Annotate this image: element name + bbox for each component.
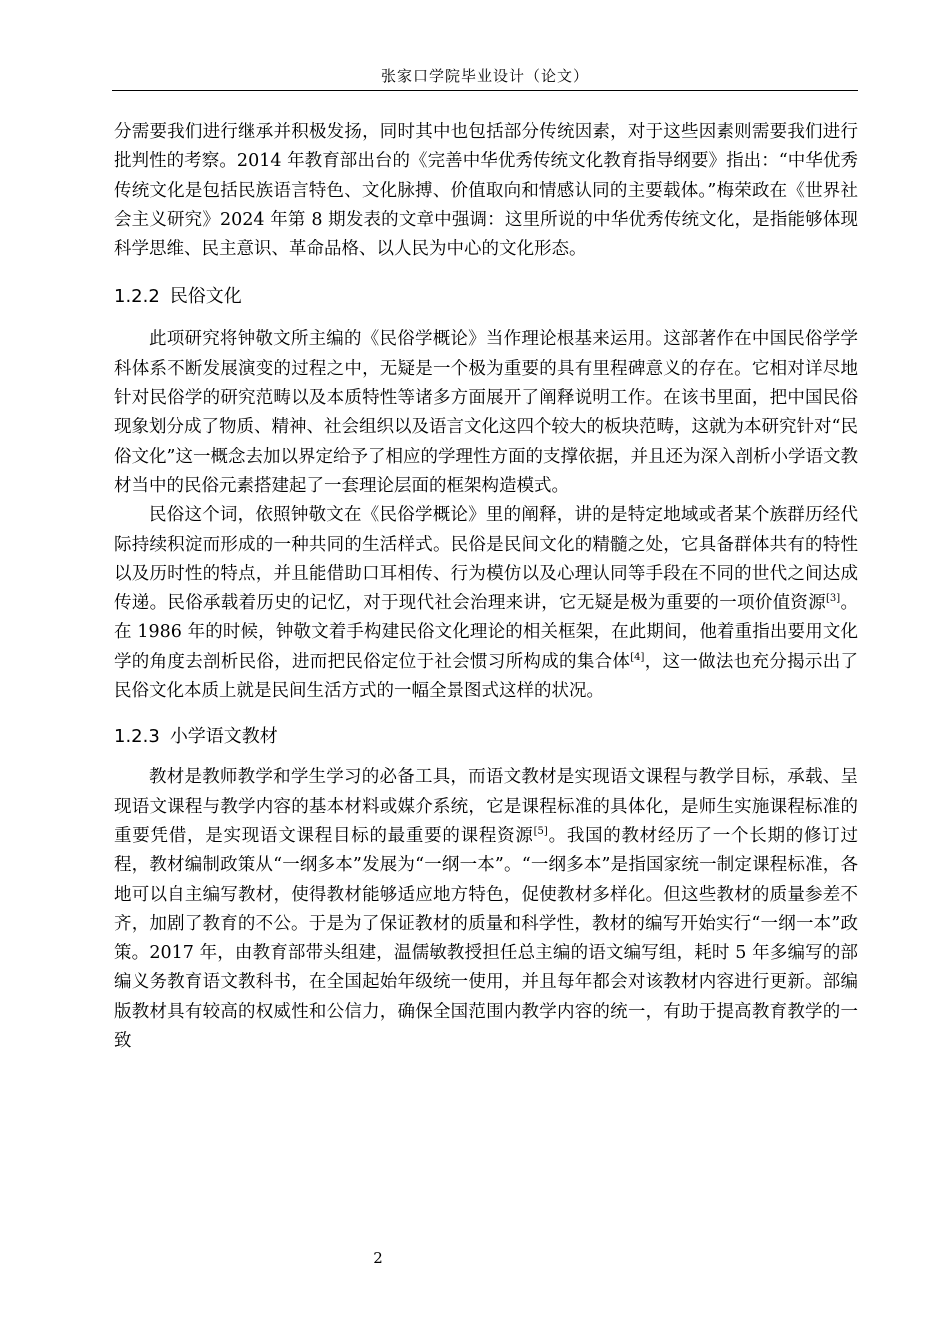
paragraph-text: 教材是教师教学和学生学习的必备工具，而语文教材是实现语文课程与教学目标，承载、呈现语文课程与教学内容的基本材料或媒介系统，它是课程标准的具体化，是师生实施课程标准的重要凭借，是实现语文课程目标的最重要的课程资源	[114, 767, 858, 846]
body-paragraph	[114, 763, 858, 1056]
page-number: 2	[373, 1249, 383, 1267]
paragraph-text: 民俗这个词，依照钟敬文在《民俗学概论》里的阐释，讲的是特定地域或者某个族群历经代际持续积淀而形成的一种共同的生活样式。民俗是民间文化的精髓之处，它具备群体共有的特性以及历时性的特点，并且能借助口耳相传、行为模仿以及心理认同等手段在不同的世代之间达成传递。民俗承载着历史的记忆，对于现代社会治理来讲，它无疑是极为重要的一项价值资源	[114, 505, 858, 614]
document-body	[114, 118, 858, 1056]
section-title: 小学语文教材	[169, 726, 278, 748]
citation-marker: [5]	[533, 825, 548, 837]
paragraph-text: 。我国的教材经历了一个长期的修订过程，教材编制政策从“一纲多本”发展为“一纲一本”。“一纲多本”是指国家统一制定课程标准，各地可以自主编写教材，使得教材能够适应地方特色，促使教材多样化。但这些教材的质量参差不齐，加剧了教育的不公。于是为了保证教材的质量和科学性，教材的编写开始实行“一纲一本”政策。2017 年，由教育部带头组建，温儒敏教授担任总主编的语文编写组，耗时 5 年多编写的部编义务教育语文教科书，在全国起始年级统一使用，并且每年都会对该教材内容进行更新。部编版教材具有较高的权威性和公信力，确保全国范围内教学内容的统一，有助于提高教育教学的一致	[114, 825, 859, 1052]
body-paragraph: 此项研究将钟敬文所主编的《民俗学概论》当作理论根基来运用。这部著作在中国民俗学学科体系不断发展演变的过程之中，无疑是一个极为重要的具有里程碑意义的存在。它相对详尽地针对民俗学的研究范畴以及本质特性等诸多方面展开了阐释说明工作。在该书里面，把中国民俗现象划分成了物质、精神、社会组织以及语言文化这四个较大的板块范畴，这就为本研究针对“民俗文化”这一概念去加以界定给予了相应的学理性方面的支撑依据，并且还为深入剖析小学语文教材当中的民俗元素搭建起了一套理论层面的框架构造模式。	[114, 329, 858, 496]
paragraph-text: 。在 1986 年的时候，钟敬文着手构建民俗文化理论的相关框架，在此期间，他着重指出要用文化学的角度去剖析民俗，进而把民俗定位于社会惯习所构成的集合体	[114, 593, 859, 672]
body-paragraph	[114, 501, 858, 706]
section-heading-1-2-2	[114, 286, 858, 308]
section-heading-1-2-3	[114, 726, 858, 748]
intro-paragraph: 分需要我们进行继承并积极发扬，同时其中也包括部分传统因素，对于这些因素则需要我们进行批判性的考察。2014 年教育部出台的《完善中华优秀传统文化教育指导纲要》指出：“中华优秀传统文化是包括民族语言特色、文化脉搏、价值取向和情感认同的主要载体。”梅荣政在《世界社会主义研究》2024 年第 8 期发表的文章中强调：这里所说的中华优秀传统文化，是指能够体现科学思维、民主意识、革命品格、以人民为中心的文化形态。	[114, 122, 858, 260]
section-number: 1.2.3	[114, 726, 160, 748]
citation-marker: [3]	[826, 593, 841, 605]
section-number: 1.2.2	[114, 286, 160, 308]
header-title: 张家口学院毕业设计（论文）	[380, 67, 589, 85]
paragraph-text: ，这一做法也充分揭示出了民俗文化本质上就是民间生活方式的一幅全景图式这样的状况。	[114, 651, 858, 702]
citation-marker: [4]	[630, 651, 645, 663]
section-title: 民俗文化	[169, 286, 242, 308]
page-header	[112, 64, 858, 91]
